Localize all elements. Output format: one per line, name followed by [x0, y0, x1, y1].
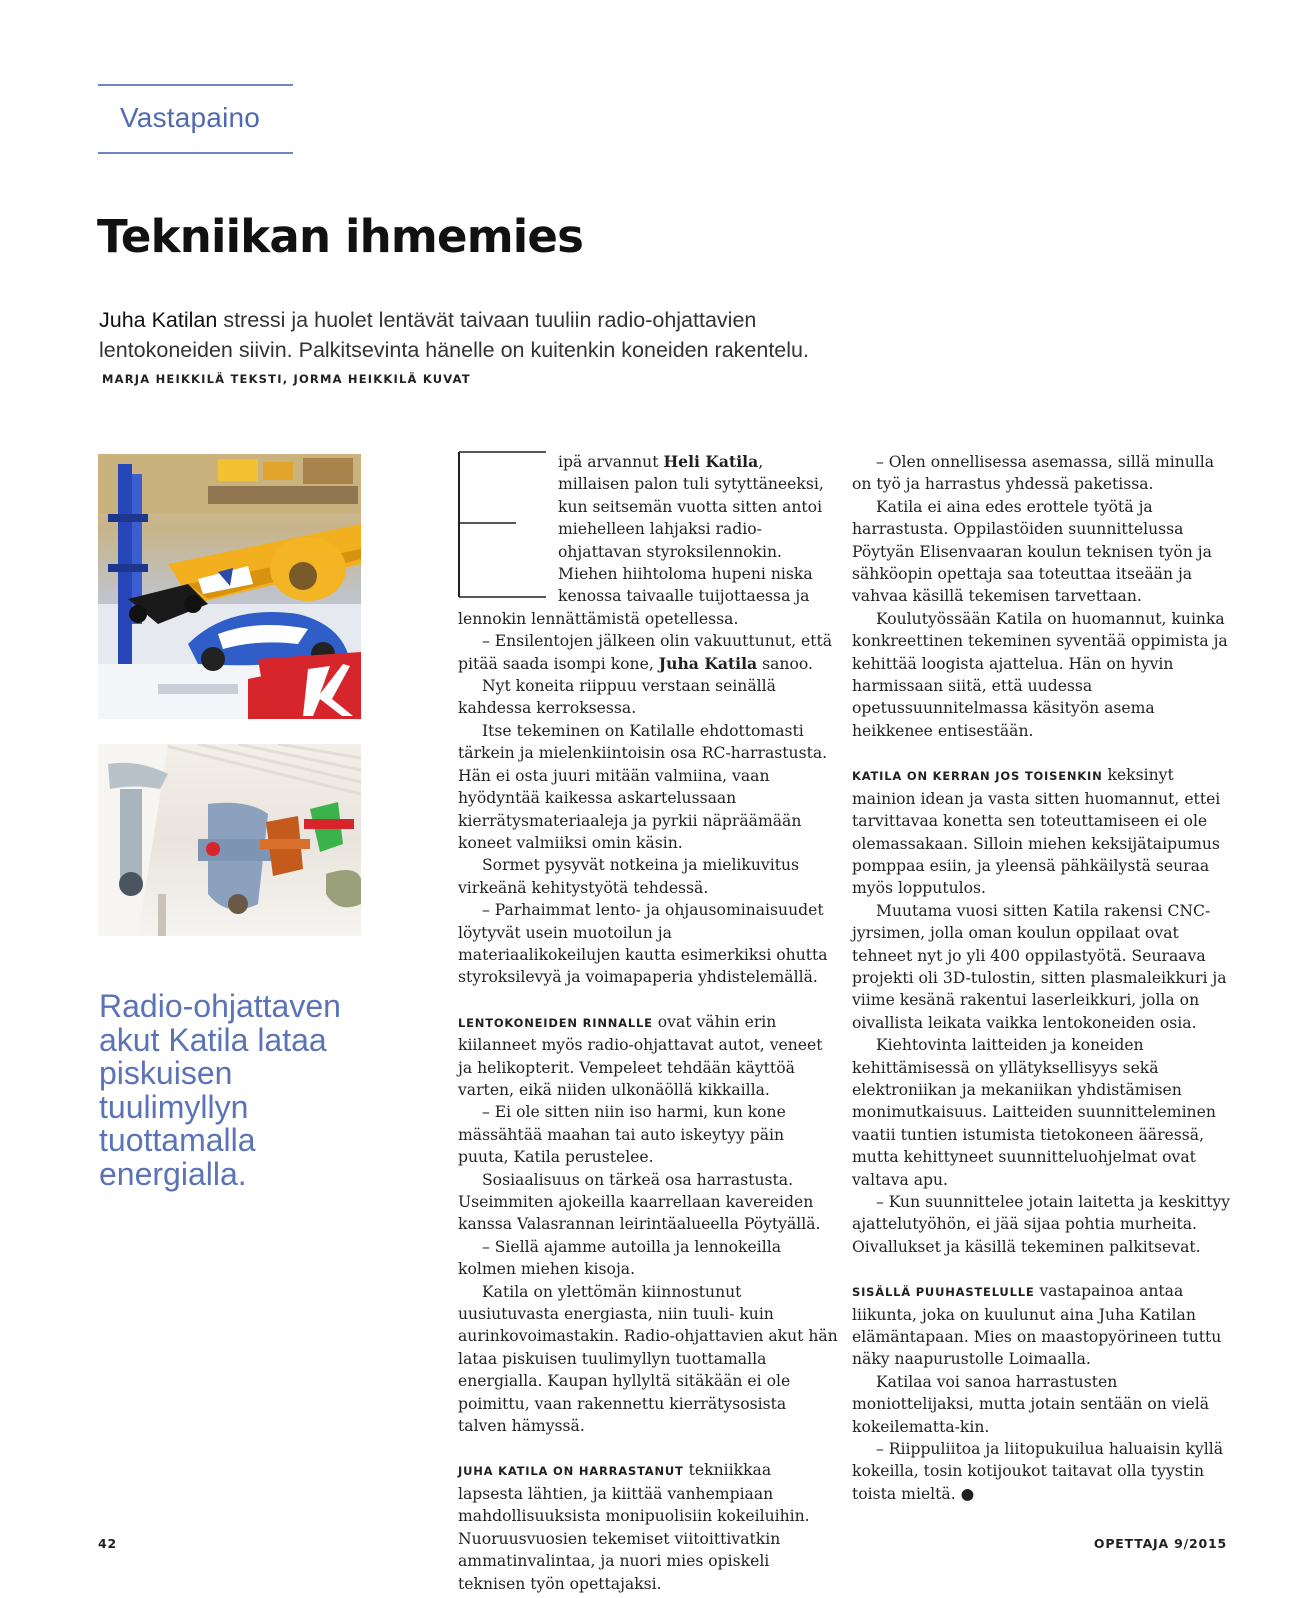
drop-cap-letter [458, 451, 558, 603]
article-lede [99, 305, 899, 365]
paragraph: Kiehtovinta laitteiden ja koneiden kehittämisessä on yllätyksellisyys sekä elektroniikan ja mekaniikan yhdistämisen monimutkaisuus. Laitteiden suunnitteleminen vaatii tuntien istumista tietokoneen ääressä, mutta kehittyneet suunnitteluohjelmat ovat valtava apu. [852, 1036, 1216, 1189]
end-mark-icon: ● [955, 1484, 975, 1503]
section-paragraph: LENTOKONEIDEN RINNALLE ovat vähin erin kiilanneet myös radio-ohjattavat autot, veneet ja helikopterit. Vempeleet tehdään käyttöä varten, eikä niiden ulkonäöllä kikkailla. [458, 1012, 823, 1099]
lead-in: KATILA ON KERRAN JOS TOISENKIN [852, 769, 1103, 784]
byline: MARJA HEIKKILÄ TEKSTI, JORMA HEIKKILÄ KUVAT [102, 372, 471, 386]
page-number: 42 [98, 1536, 117, 1551]
paragraph: ipä arvannut Heli Katila, millaisen palon tuli sytyttäneeksi, kun seitsemän vuotta sitten antoi miehelleen lahjaksi radio-ohjattavan styroksilennokin. Miehen hiihtoloma hupeni niska kenossa taivaalle tuijottaessa ja lennokin lennättämistä opetellessa. [458, 452, 824, 628]
lead-in: LENTOKONEIDEN RINNALLE [458, 1015, 653, 1030]
magazine-issue: OPETTAJA 9/2015 [1093, 1536, 1227, 1551]
lead-in: JUHA KATILA ON HARRASTANUT [458, 1464, 684, 1479]
paragraph: – Olen onnellisessa asemassa, sillä minulla on työ ja harrastus yhdessä paketissa. [852, 453, 1215, 494]
section-paragraph: JUHA KATILA ON HARRASTANUT tekniikkaa lapsesta lähtien, ja kiittää vanhempiaan mahdollisuuksista monipuolisiin kokeiluihin. Nuoruusvuosien tekemiset viitoittivatkin ammatinvalintaa, ja nuori mies opiskeli teknisen työn opettajaksi. [458, 1461, 810, 1593]
paragraph: Sormet pysyvät notkeina ja mielikuvitus virkeänä kehitystyötä tehdessä. [458, 856, 800, 897]
paragraph: Katilaa voi sanoa harrastusten moniottelijaksi, mutta jotain sentään on vielä kokeilematta-kin. [852, 1372, 1210, 1436]
pull-quote: Radio-ohjattaven akut Katila lataa piskuisen tuulimyllyn tuottamalla energialla. [99, 988, 341, 1192]
paragraph: – Ensilentojen jälkeen olin vakuuttunut, että pitää saada isompi kone, Juha Katila sanoo. [458, 632, 833, 673]
section-paragraph: KATILA ON KERRAN JOS TOISENKIN keksinyt mainion idean ja vasta sitten huomannut, ettei tarvittavaa konetta sen toteuttamiseen ei ole olemassakaan. Silloin miehen keksijätaipumus pomppaa esiin, ja yleensä pähkäilystä seuraa myös lopputulos. [852, 766, 1221, 898]
article-title: Tekniikan ihmemies [97, 210, 584, 263]
photo-workshop [98, 454, 361, 719]
paragraph: – Ei ole sitten niin iso harmi, kun kone mässähtää maahan tai auto iskeytyy päin puuta, Katila perustelee. [458, 1103, 786, 1167]
section-header [98, 84, 293, 154]
hanging-planes-illustration [98, 744, 361, 936]
lede-name: Juha Katilan [99, 308, 218, 332]
paragraph: Katila ei aina edes erottele työtä ja harrastusta. Oppilastöiden suunnittelussa Pöytyän Elisenvaaran koulun teknisen työn ja sähköopin opettaja saa toteuttaa itseään ja vahvaa käsillä tekemisen tarvettaan. [852, 497, 1212, 606]
body-column-2 [852, 451, 1237, 1505]
lead-in: SISÄLLÄ PUUHASTELULLE [852, 1285, 1035, 1300]
workshop-illustration [98, 454, 361, 719]
section-label: Vastapaino [120, 102, 261, 133]
section-paragraph: SISÄLLÄ PUUHASTELULLE vastapainoa antaa liikunta, joka on kuulunut aina Juha Katilan elämäntapaan. Mies on maastopyörineen tuttu näky naapurustolle Loimaalla. [852, 1282, 1222, 1369]
paragraph: Koulutyössään Katila on huomannut, kuinka konkreettinen tekeminen syventää oppimista ja kehittää loogista ajattelua. Hän on hyvin harmissaan siitä, että uudessa opetussuunnitelmassa käsityön asema heikkenee entisestään. [852, 609, 1228, 740]
paragraph: Itse tekeminen on Katilalle ehdottomasti tärkein ja mielenkiintoisin osa RC-harrastusta. Hän ei osta juuri mitään valmiina, vaan hyödyntää kaikessa askartelussaan kierrätysmateriaaleja ja pyrkii näpräämään koneet valmiiksi omin käsin. [458, 721, 828, 852]
photo-hanging-planes [98, 744, 361, 936]
lede-line-2: lentokoneiden siivin. Palkitsevinta hänelle on kuitenkin koneiden rakentelu. [99, 338, 809, 362]
paragraph: Muutama vuosi sitten Katila rakensi CNC-jyrsimen, jolla oman koulun oppilaat ovat tehneet nyt jo yli 400 oppilastyötä. Seuraava projekti oli 3D-tulostin, sitten plasmaleikkuri ja viime kesänä rakentui laserleikkuri, jolla on oivallista leikata vaikka lentokoneiden osia. [852, 901, 1227, 1032]
paragraph: – Parhaimmat lento- ja ohjausominaisuudet löytyvät usein muotoilun ja materiaalikokeilujen kautta esimerkiksi ohutta styroksilevyä ja voimapaperia yhdistelemällä. [458, 901, 828, 987]
paragraph: Sosiaalisuus on tärkeä osa harrastusta. Useimmiten ajokeilla kaarrellaan kavereiden kanssa Valasrannan leirintäalueella Pöytyällä. [458, 1170, 821, 1234]
paragraph: – Riippuliitoa ja liitopukuilua haluaisin kyllä kokeilla, tosin kotijoukot taitavat olla tyystin toista mieltä. ● [852, 1440, 1224, 1503]
lede-line-1: stressi ja huolet lentävät taivaan tuuliin radio-ohjattavien [217, 308, 757, 332]
drop-cap [458, 451, 558, 603]
body-column-1 [458, 451, 838, 1595]
paragraph: – Siellä ajamme autoilla ja lennokeilla kolmen miehen kisoja. [458, 1237, 781, 1279]
paragraph: Katila on ylettömän kiinnostunut uusiutuvasta energiasta, niin tuuli- kuin aurinkovoimastakin. Radio-ohjattavien akut hän lataa piskuisen tuulimyllyn tuottamalla energialla. Kaupan hyllyltä sitäkään ei ole poimittu, vaan rakennettu kierrätysosista talven hämyssä. [458, 1282, 838, 1436]
paragraph: Nyt koneita riippuu verstaan seinällä kahdessa kerroksessa. [458, 677, 776, 718]
paragraph: – Kun suunnittelee jotain laitetta ja keskittyy ajattelutyöhön, ei jää sijaa pohtia murheita. Oivallukset ja käsillä tekeminen palkitsevat. [852, 1193, 1231, 1256]
